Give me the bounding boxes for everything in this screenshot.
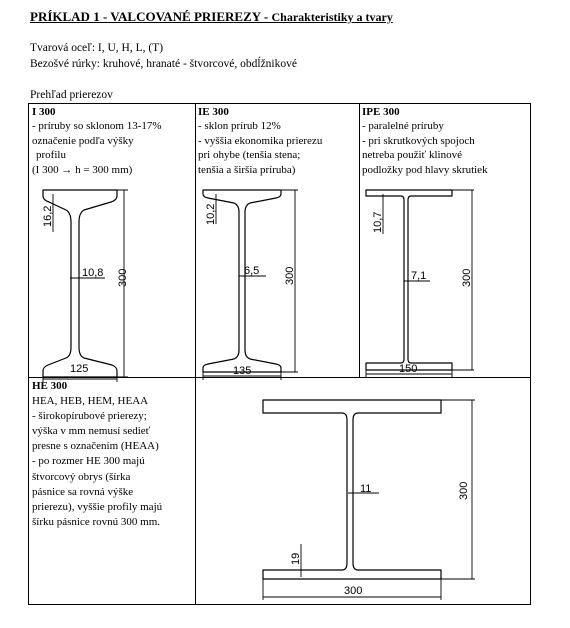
he300-dim-web: 11 <box>360 483 372 495</box>
page-title-sub: Charakteristiky a tvary <box>271 10 393 24</box>
cell-ie300-title: IE 300 <box>198 106 229 118</box>
cell-i300-line: - príruby so sklonom 13-17% <box>32 120 162 133</box>
cell-ipe300-title: IPE 300 <box>362 106 400 118</box>
he300-profile-outline <box>263 400 441 579</box>
ie300-dim-width: 135 <box>233 365 252 377</box>
i300-profile-outline <box>43 190 117 377</box>
i300-dim-width: 125 <box>70 363 89 375</box>
cell-he300-line: štvorcový obrys (šírka <box>32 470 131 483</box>
cell-he300-line: pásnice sa rovná výške <box>32 485 134 498</box>
cell-he300-title: HE 300 <box>32 380 68 392</box>
cell-i300-title: I 300 <box>32 106 56 118</box>
ie300-dim-height: 300 <box>284 266 296 285</box>
cell-ipe300-line: - pri skrutkových spojoch <box>362 134 475 147</box>
intro-line-2: Bezošvé rúrky: kruhové, hranaté - štvorcové, obdĺžnikové <box>30 58 297 70</box>
ie300-dim-flange: 10,2 <box>205 203 217 225</box>
i300-dim-lines <box>43 190 128 382</box>
cell-he300-line: HEA, HEB, HEM, HEAA <box>32 395 149 408</box>
cell-he300-line: výška v mm nemusí sedieť <box>32 425 151 438</box>
ipe300-dim-height: 300 <box>461 268 473 287</box>
cell-ipe300-line: - paralelné príruby <box>362 120 444 133</box>
page-title-main: PRÍKLAD 1 - VALCOVANÉ PRIEREZY - <box>30 9 272 24</box>
cell-he300-line: presne s označením (HEAA) <box>32 440 159 453</box>
he300-dim-height: 300 <box>458 481 470 500</box>
section-heading: Prehľad prierezov <box>30 89 113 101</box>
ipe300-dim-web: 7,1 <box>411 270 427 282</box>
cell-ie300-line: tenšia a širšia príruba) <box>198 163 296 176</box>
cell-i300-line: (I 300 → h = 300 mm) <box>32 163 133 176</box>
intro-line-1: Tvarová oceľ: I, U, H, L, (T) <box>30 42 164 54</box>
ipe300-dim-flange: 10,7 <box>372 211 384 233</box>
cell-he300-line: - po rozmer HE 300 majú <box>32 455 145 468</box>
cell-i300-line: profilu <box>36 149 66 162</box>
cell-ie300-line: - vyššia ekonomika prierezu <box>198 134 323 147</box>
i300-dim-flange: 16,2 <box>42 205 54 227</box>
ie300-dim-web: 6,5 <box>244 265 260 277</box>
cell-ie300-line: - sklon prírub 12% <box>198 120 281 133</box>
cell-he300-line: - širokopírubové prierezy; <box>32 410 147 423</box>
cell-he300-line: šírku pásnice rovnú 300 mm. <box>32 515 161 528</box>
cell-i300-line: označenie podľa výšky <box>32 134 134 147</box>
he300-dim-flange: 19 <box>290 552 302 565</box>
cell-ie300-line: pri ohybe (tenšia stena; <box>198 149 301 162</box>
ipe300-dim-width: 150 <box>399 363 418 375</box>
i300-dim-height: 300 <box>117 268 129 287</box>
cell-ipe300-line: podložky pod hlavy skrutiek <box>362 163 488 176</box>
he300-dim-width: 300 <box>344 585 363 597</box>
cell-ipe300-line: netreba použiť klinové <box>362 149 462 162</box>
cell-he300-line: prierezu), vyššie profily majú <box>32 500 163 513</box>
i300-dim-web: 10,8 <box>82 267 104 279</box>
